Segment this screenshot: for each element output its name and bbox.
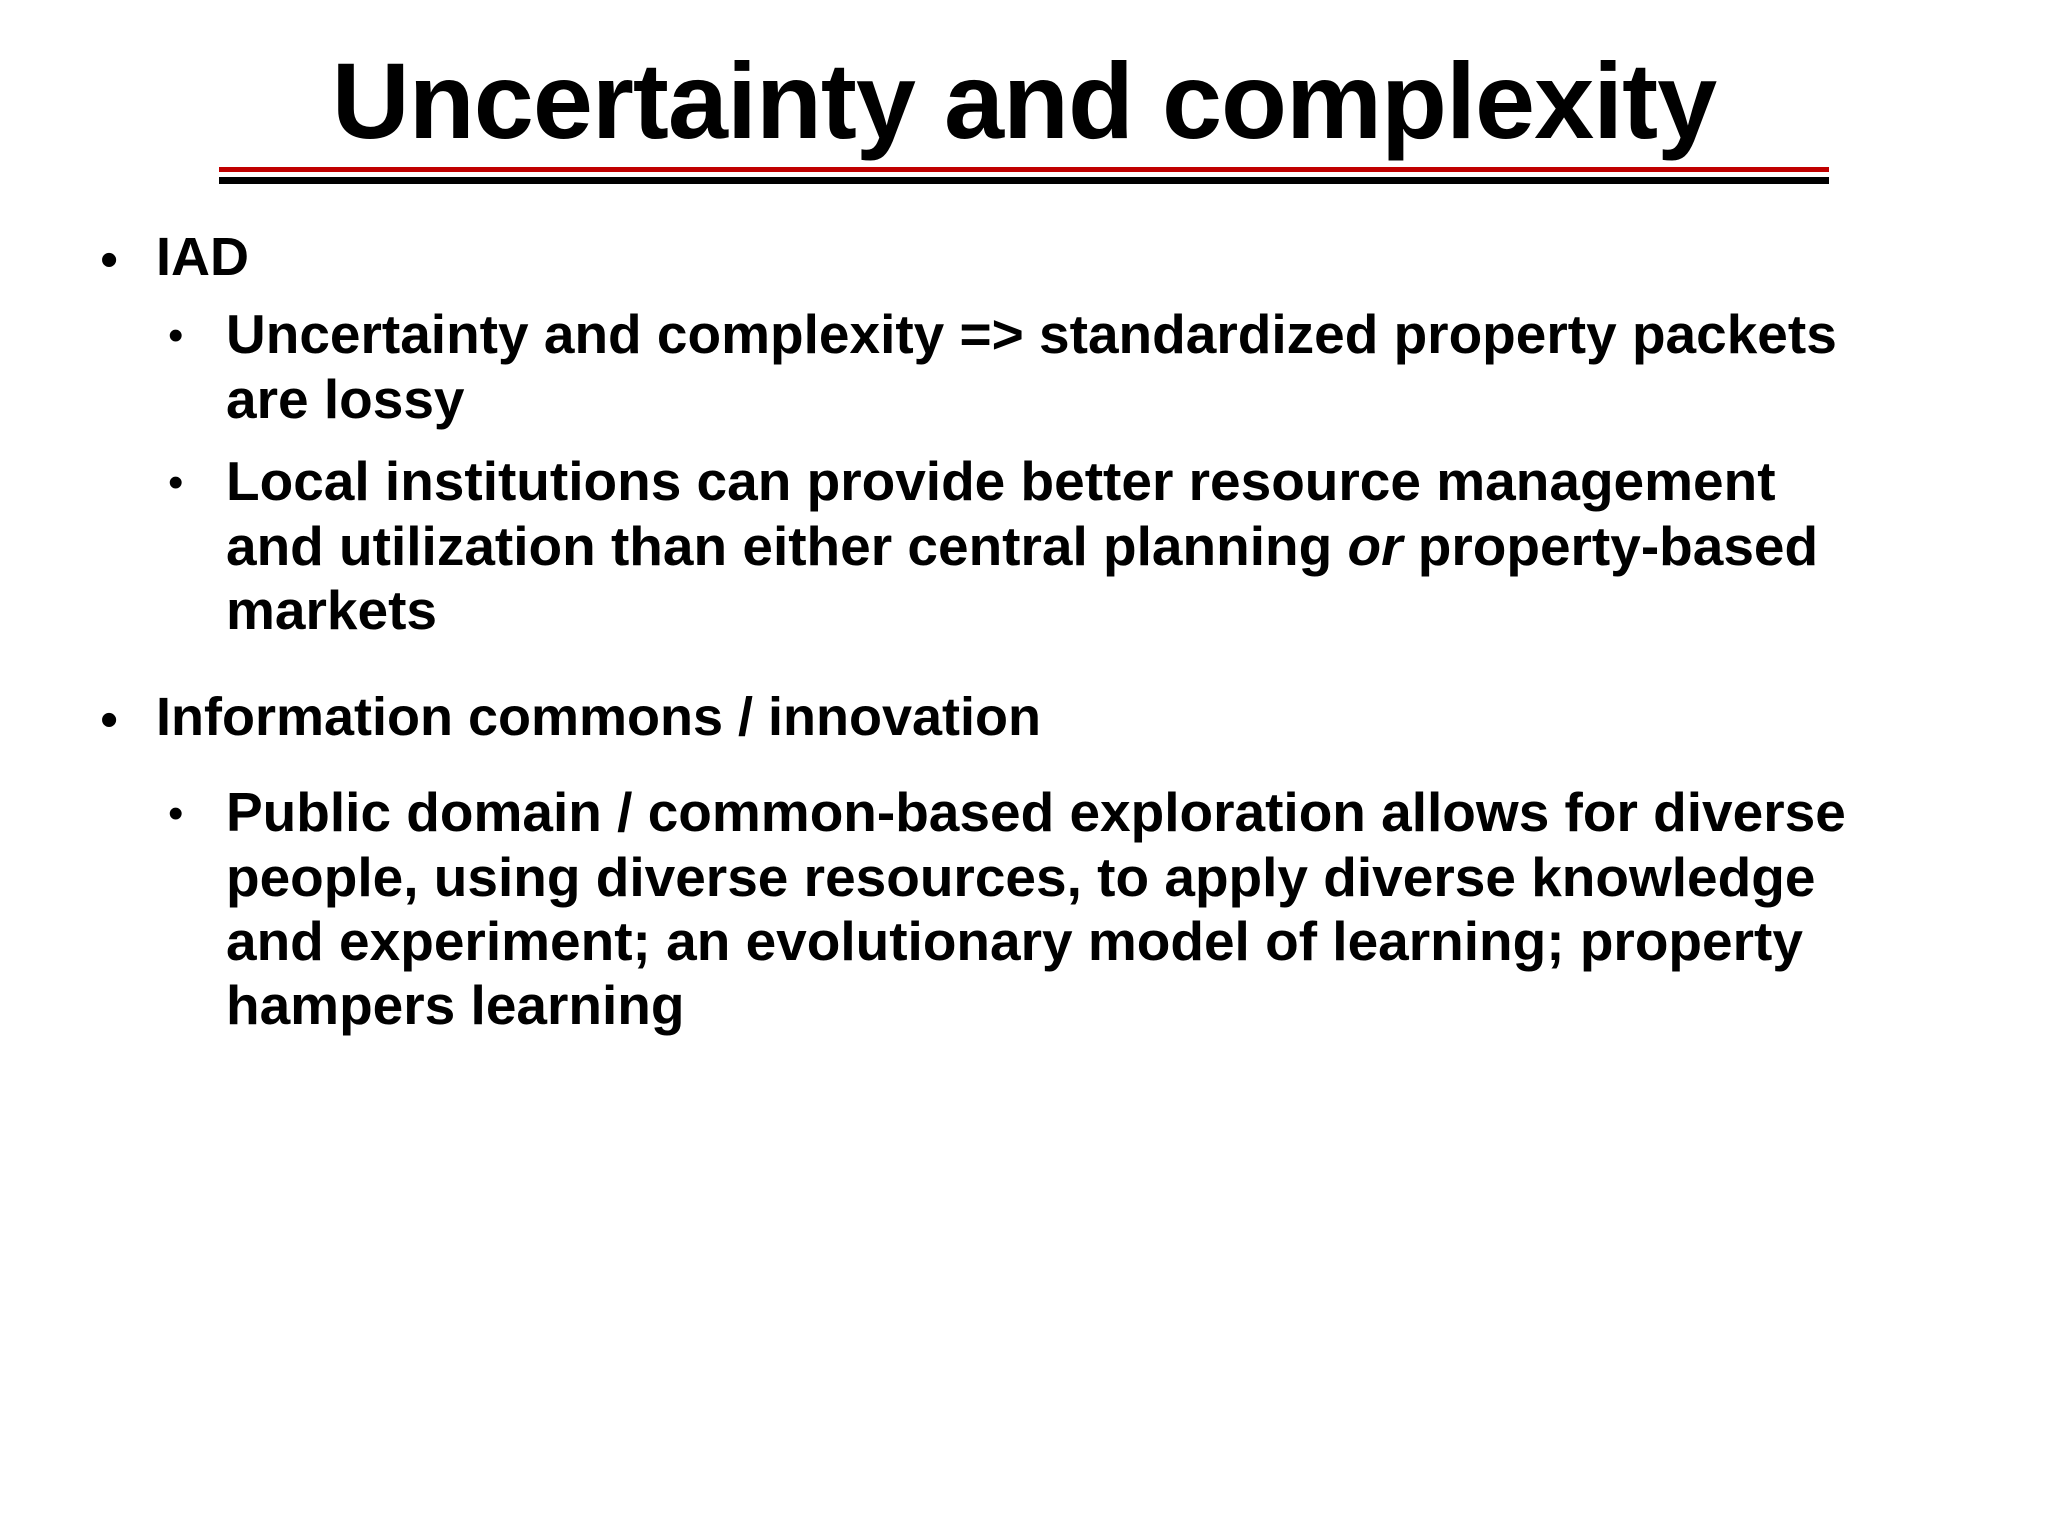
level2-group [168,302,1978,642]
list-item-level1 [100,686,1978,748]
level2-text-post: property-based markets [226,514,1819,641]
title-divider [219,167,1829,184]
level2-label [226,780,1886,1037]
subsection-spacer [100,762,1978,780]
level2-text-pre: Local institutions can provide better resource management and utilization than either central planning [226,450,1776,577]
list-item-level2 [168,449,1978,642]
level1-label: IAD [156,227,249,288]
page-title: Uncertainty and complexity [331,40,1717,161]
bullet-icon: • [168,311,184,361]
list-item-level1 [100,226,1978,288]
bullet-icon: • [100,691,119,750]
level1-label: Information commons / innovation [156,687,1042,748]
level2-label [226,302,1886,431]
level2-group [168,780,1978,1037]
section-spacer [100,660,1978,686]
bullet-icon: • [168,458,184,508]
list-item-level2 [168,780,1978,1037]
list-item-level2 [168,302,1978,431]
level2-text-pre: Uncertainty and complexity => standardized property packets are lossy [226,303,1837,430]
slide-body [0,226,2048,1037]
level2-text-italic: or [1347,514,1403,577]
divider-black-rule [219,177,1829,184]
level2-label [226,449,1886,642]
level2-text-pre: Public domain / common-based exploration allows for diverse people, using diverse resources, to apply diverse knowledge and experiment; an evolutionary model of learning; property hampers learning [226,781,1846,1037]
bullet-icon: • [168,789,184,839]
bullet-icon: • [100,231,119,290]
title-block [0,0,2048,184]
